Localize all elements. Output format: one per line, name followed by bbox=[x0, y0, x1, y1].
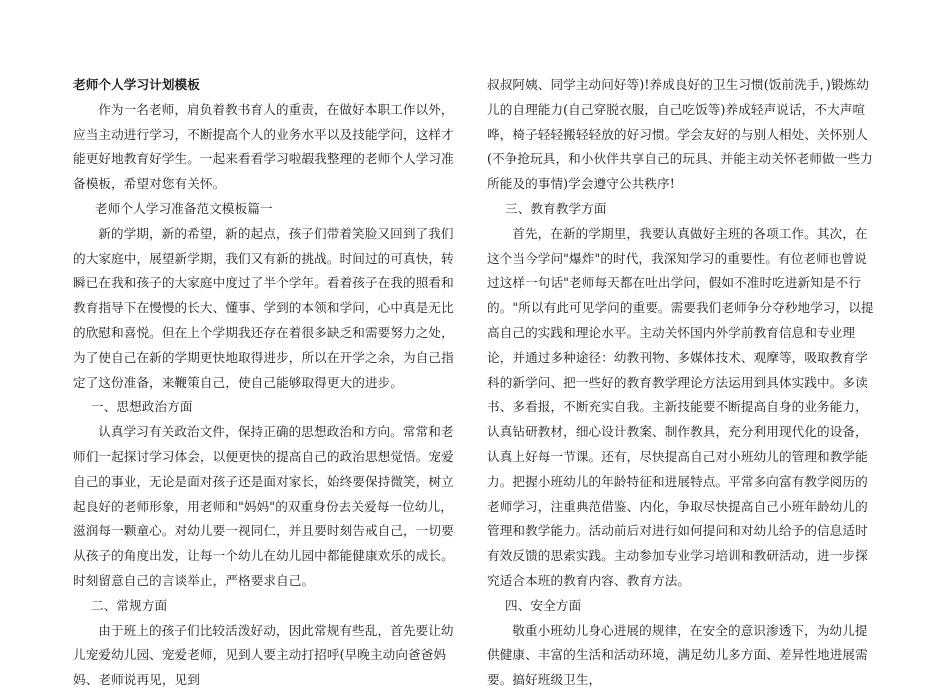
paragraph: 首先，在新的学期里，我要认真做好主班的各项工作。其次，在这个当今学问"爆炸"的时代，我深知学习的重要性。有位老师也曾说过这样一句话"老师每天都在吐出学问，假如不准时吃进新知是不行的。"所以有此可见学问的重要。需要我们老师争分夺秒地学习，以提高自己的实践和理论水平。主动关怀国内外学前教育信息和专业理论，并通过多种途径：幼教刊物、多媒体技术、观摩等，吸取教育学科的新学问、把一些好的教育教学理论方法运用到具体实践中。多读书、多看报，不断充实自我。主新技能要不断提高自身的业务能力，认真钻研教材，细心设计教案、制作教具，充分利用现代化的设备，认真上好每一节课。还有，尽快提高自己对小班幼儿的管理和教学能力。把握小班幼儿的年龄特征和进展特点。平常多向富有教学阅历的老师学习，注重典范借鉴、内化，争取尽快提高自己小班年龄幼儿的管理和教学能力。活动前后对进行如何提问和对幼儿给予的信息适时有效反馈的思索实践。主动参加专业学习培训和教研活动，进一步探究适合本班的教育内容、教育方法。 bbox=[487, 225, 874, 588]
document-title: 老师个人学习计划模板 bbox=[73, 77, 200, 92]
right-column bbox=[487, 73, 879, 693]
section-heading: 二、常规方面 bbox=[91, 597, 168, 613]
paragraph: 叔叔阿姨、同学主动问好等)!养成良好的卫生习惯(饭前洗手，)锻炼幼儿的自理能力(自己穿脱衣服，自己吃饭等)养成轻声说话，不大声喧哗，椅子轻轻搬轻轻放的好习惯。学会友好的与别人相处、关怀别人(不争抢玩具，和小伙伴共享自己的玩具、并能主动关怀老师做一些力所能及的事情)学会遵守公共秩序! bbox=[487, 77, 873, 192]
intro-paragraph: 作为一名老师，肩负着教书育人的重责，在做好本职工作以外，应当主动进行学习，不断提高个人的业务水平以及技能学问，这样才能更好地教育好学生。一起来看看学习啦嘏我整理的老师个人学习准备模板，希望对您有关怀。 bbox=[73, 101, 454, 192]
sample-subtitle: 老师个人学习准备范文模板篇一 bbox=[95, 200, 273, 216]
paragraph: 新的学期，新的希望，新的起点，孩子们带着笑脸又回到了我们的大家庭中，展望新学期，我们又有新的挑战。时间过的可真快，转瞬已在我和孩子的大家庭中度过了半个学年。看着孩子在我的照看和教育指导下在慢慢的长大、懂事、学到的本领和学问，心中真是无比的欣慰和喜悦。但在上个学期我还存在着很多缺乏和需要努力之处，为了使自己在新的学期更快地取得进步，所以在开学之余，为自己指定了这份准备，来鞭策自己，使自己能够取得更大的进步。 bbox=[73, 225, 454, 390]
paragraph: 由于班上的孩子们比较活泼好动，因此常规有些乱，首先要让幼儿宠爱幼儿园、宠爱老师，见到人要主动打招呼(早晚主动向爸爸妈妈、老师说再见，见到 bbox=[73, 622, 454, 688]
section-heading: 三、教育教学方面 bbox=[505, 200, 607, 216]
paragraph: 认真学习有关政治文件，保持正确的思想政治和方向。常常和老师们一起探讨学习体会，以便更快的提高自己的政治思想觉悟。宠爱自己的事业，无论是面对孩子还是面对家长，始终要保持微笑，树立起良好的老师形象，用老师和"妈妈"的双重身份去关爱每一位幼儿，滋润每一颗童心。对幼儿要一视同仁，并且要时刻告戒自己，一切要从孩子的角度出发，让每一个幼儿在幼儿园中都能健康欢乐的成长。时刻留意自己的言谈举止，严格要求自己。 bbox=[73, 424, 454, 588]
paragraph: 敬重小班幼儿身心进展的规律，在安全的意识渗透下，为幼儿提供健康、丰富的生活和活动环境，满足幼儿多方面、差异性地进展需要。搞好班级卫生， bbox=[487, 622, 868, 688]
section-heading: 四、安全方面 bbox=[505, 597, 582, 613]
left-column bbox=[73, 73, 461, 693]
section-heading: 一、思想政治方面 bbox=[91, 399, 193, 415]
